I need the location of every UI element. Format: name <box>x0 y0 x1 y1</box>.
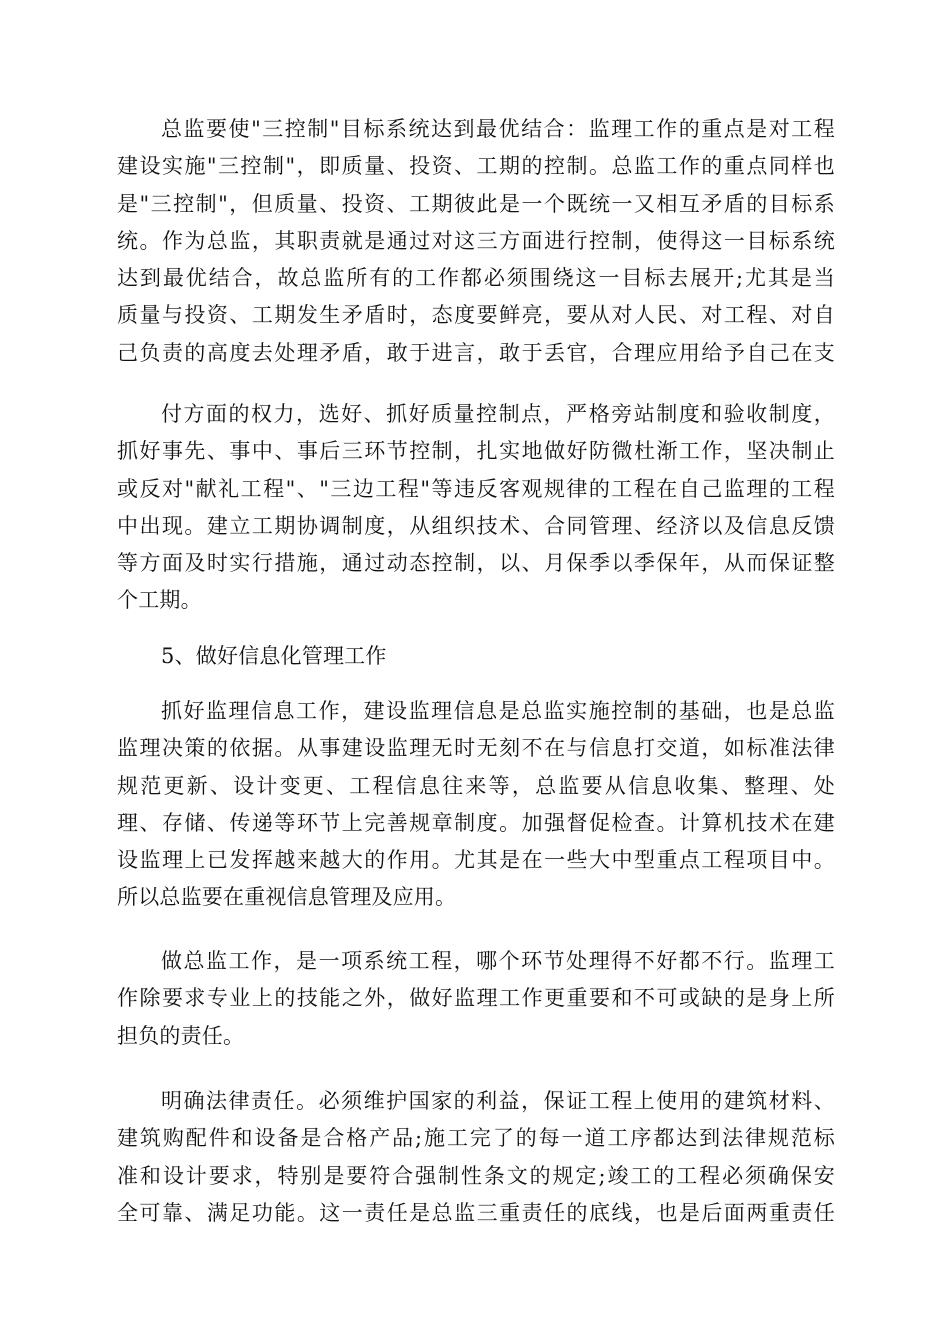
text-line: 质量与投资、工期发生矛盾时，态度要鲜亮，要从对人民、对工程、对自 <box>117 303 835 328</box>
text-line: 己负责的高度去处理矛盾，敢于进言，敢于丢官，合理应用给予自己在支 <box>117 340 835 365</box>
section-heading <box>117 638 835 675</box>
paragraph <box>117 111 835 372</box>
text-line: 规范更新、设计变更、工程信息往来等，总监要从信息收集、整理、处 <box>117 773 835 798</box>
text-line: 全可靠、满足功能。这一责任是总监三重责任的底线，也是后面两重责任 <box>117 1200 835 1225</box>
text-line: 个工期。 <box>117 588 202 613</box>
text-line: 达到最优结合，故总监所有的工作都必须围绕这一目标去展开;尤其是当 <box>117 266 835 291</box>
text-line: 理、存储、传递等环节上完善规章制度。加强督促检查。计算机技术在建 <box>117 810 835 835</box>
paragraph <box>117 396 835 620</box>
paragraph <box>117 943 835 1055</box>
paragraph <box>117 1083 835 1232</box>
paragraph <box>117 693 835 917</box>
text-line: 抓好事先、事中、事后三环节控制，扎实地做好防微杜渐工作，坚决制止 <box>117 439 835 464</box>
text-line: 付方面的权力，选好、抓好质量控制点，严格旁站制度和验收制度， <box>161 402 835 426</box>
text-line: 做总监工作，是一项系统工程，哪个环节处理得不好都不行。监理工 <box>161 949 835 973</box>
text-line: 设监理上已发挥越来越大的作用。尤其是在一些大中型重点工程项目中。 <box>117 848 835 873</box>
text-line: 建筑购配件和设备是合格产品;施工完了的每一道工序都达到法律规范标 <box>117 1126 835 1151</box>
text-line: 总监要使"三控制"目标系统达到最优结合：监理工作的重点是对工程 <box>161 117 835 141</box>
text-line: 明确法律责任。必须维护国家的利益，保证工程上使用的建筑材料、 <box>161 1089 835 1113</box>
text-line: 担负的责任。 <box>117 1023 245 1048</box>
text-line: 统。作为总监，其职责就是通过对这三方面进行控制，使得这一目标系统 <box>117 228 835 253</box>
text-line: 所以总监要在重视信息管理及应用。 <box>117 885 457 910</box>
text-line: 抓好监理信息工作，建设监理信息是总监实施控制的基础，也是总监 <box>161 699 835 723</box>
text-line: 作除要求专业上的技能之外，做好监理工作更重要和不可或缺的是身上所 <box>117 986 835 1011</box>
text-line: 监理决策的依据。从事建设监理无时无刻不在与信息打交道，如标准法律 <box>117 736 835 761</box>
text-line: 等方面及时实行措施，通过动态控制，以、月保季以季保年，从而保证整 <box>117 551 835 576</box>
text-line: 中出现。建立工期协调制度，从组织技术、合同管理、经济以及信息反馈 <box>117 513 835 538</box>
text-line: 准和设计要求，特别是要符合强制性条文的规定;竣工的工程必须确保安 <box>117 1163 835 1188</box>
text-line: 5、做好信息化管理工作 <box>161 644 387 668</box>
text-line: 建设实施"三控制"，即质量、投资、工期的控制。总监工作的重点同样也 <box>117 154 835 179</box>
text-line: 或反对"献礼工程"、"三边工程"等违反客观规律的工程在自己监理的工程 <box>117 476 835 501</box>
text-line: 是"三控制"，但质量、投资、工期彼此是一个既统一又相互矛盾的目标系 <box>117 191 835 216</box>
